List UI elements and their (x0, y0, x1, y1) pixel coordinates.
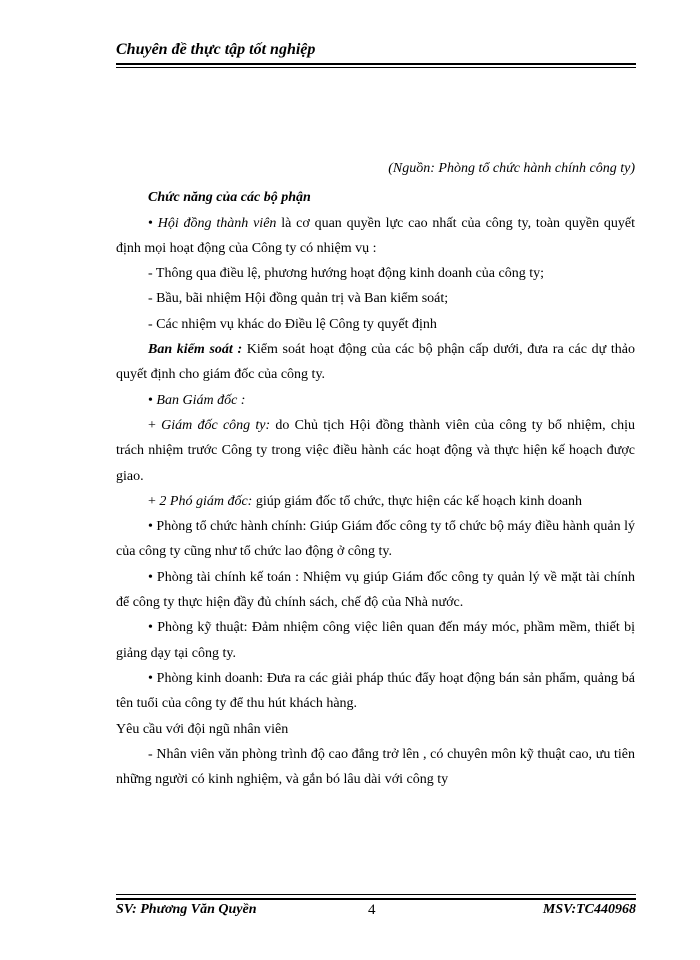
paragraph-gdct (116, 413, 635, 489)
source-note: (Nguồn: Phòng tổ chức hành chính công ty) (388, 161, 635, 176)
footer-student-name: SV: Phương Văn Quyền (116, 902, 257, 917)
paragraph-bks (116, 337, 635, 388)
paragraph-bgd (116, 388, 635, 413)
page-header-title: Chuyên đề thực tập tốt nghiệp (116, 41, 316, 58)
footer-rule-thin (116, 894, 636, 895)
text-pgd: giúp giám đốc tổ chức, thực hiện các kế hoạch kinh doanh (252, 493, 583, 509)
term-pgd: 2 Phó giám đốc: (159, 493, 253, 509)
term-bgd: Ban Giám đốc : (156, 392, 246, 408)
department-item: • Phòng tổ chức hành chính: Giúp Giám đốc công ty tổ chức bộ máy điều hành quản lý của công ty cũng như tổ chức lao động ở công ty. (116, 519, 635, 560)
term-hdtv: Hội đồng thành viên (157, 215, 277, 231)
footer-student-id: MSV:TC440968 (542, 902, 636, 917)
department-item: • Phòng tài chính kế toán : Nhiệm vụ giúp Giám đốc công ty quản lý về mặt tài chính để công ty thực hiện đầy đủ chính sách, chế độ của Nhà nước. (116, 569, 635, 611)
bullet: • (148, 392, 153, 408)
term-gdct: Giám đốc công ty: (161, 417, 271, 433)
department-item: • Phòng kinh doanh: Đưa ra các giải pháp thúc đẩy hoạt động bán sản phẩm, quảng bá tên tuổi của công ty để thu hút khách hàng. (116, 670, 635, 712)
section-title: Chức năng của các bộ phận (148, 190, 311, 206)
term-bks: Ban kiểm soát : (148, 342, 243, 358)
header-rule-thin (116, 67, 636, 68)
department-item: • Phòng kỹ thuật: Đảm nhiệm công việc liên quan đến máy móc, phầm mềm, thiết bị giảng dạy tại công ty. (116, 620, 635, 661)
list-item: - Bầu, bãi nhiệm Hội đồng quản trị và Ban kiểm soát; (148, 291, 449, 307)
document-body (116, 156, 635, 792)
header-rule-thick (116, 63, 636, 65)
paragraph-pgd (116, 489, 635, 514)
text-hdtv: là cơ quan quyền lực cao nhất của công ty, toàn quyền quyết định mọi hoạt động của Công ty có nhiệm vụ : (116, 215, 635, 256)
text-gdct: do Chủ tịch Hội đồng thành viên của công ty bổ nhiệm, chịu trách nhiệm trước Công ty trong việc điều hành các hoạt động và thực hiện kế hoạch được giao. (116, 417, 635, 484)
text-bks: Kiểm soát hoạt động của các bộ phận cấp dưới, đưa ra các dự thảo quyết định cho giám đốc của công ty. (116, 342, 635, 383)
bullet: • (148, 215, 153, 231)
prefix-pgd: + (148, 493, 160, 509)
staff-paragraph: - Nhân viên văn phòng trình độ cao đẳng trở lên , có chuyên môn kỹ thuật cao, ưu tiên những người có kinh nghiệm, và gắn bó lâu dài với công ty (116, 746, 635, 788)
staff-heading: Yêu cầu với đội ngũ nhân viên (116, 721, 289, 737)
prefix-gdct: + (148, 417, 162, 433)
footer-rule-thick (116, 898, 636, 900)
list-item: - Thông qua điều lệ, phương hướng hoạt động kinh doanh của công ty; (148, 266, 544, 282)
list-item: - Các nhiệm vụ khác do Điều lệ Công ty quyết định (148, 316, 437, 332)
footer-page-number: 4 (368, 902, 376, 918)
paragraph-hdtv (116, 211, 635, 262)
